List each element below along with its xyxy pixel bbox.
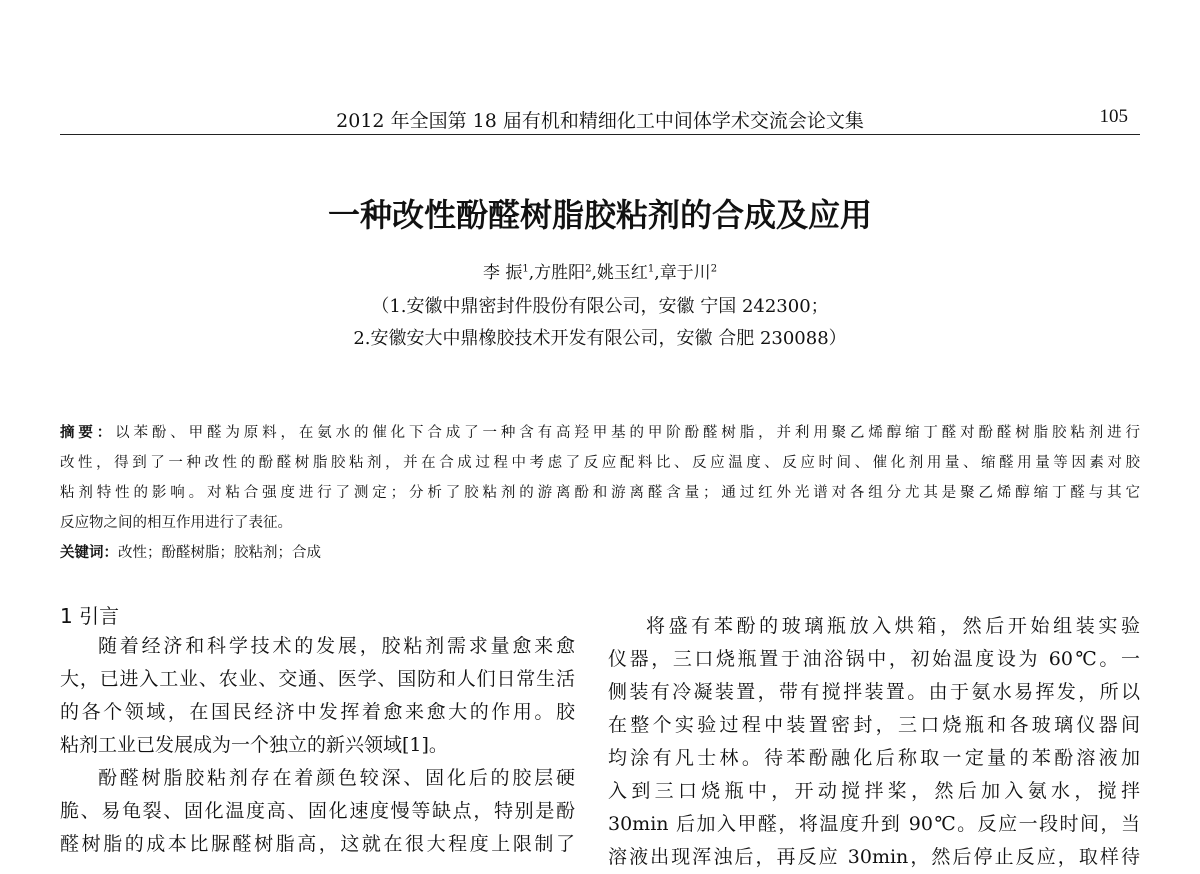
body-line: 醛树脂的成本比脲醛树脂高，这就在很大程度上限制了 xyxy=(60,833,575,855)
affiliation-2: 2.安徽安大中鼎橡胶技术开发有限公司，安徽 合肥 230088） xyxy=(353,328,847,349)
body-line: 侧装有冷凝装置，带有搅拌装置。由于氨水易挥发，所以 xyxy=(608,681,1140,703)
author: 姚玉红 xyxy=(596,263,648,283)
affiliation-mark: 2 xyxy=(710,263,718,275)
abstract-line: 改性，得到了一种改性的酚醛树脂胶粘剂，并在合成过程中考虑了反应配料比、反应温度、反应时间、催化剂用量、缩醛用量等因素对胶 xyxy=(60,455,1140,471)
affiliation-mark: 2 xyxy=(585,263,592,275)
body-line: 大，已进入工业、农业、交通、医学、国防和人们日常生活 xyxy=(60,668,575,690)
body-line: 将盛有苯酚的玻璃瓶放入烘箱，然后开始组装实验 xyxy=(646,615,1140,637)
body-line: 粘剂工业已发展成为一个独立的新兴领域[1]。 xyxy=(60,734,448,756)
left-column xyxy=(60,602,575,861)
keywords-label: 关键词： xyxy=(60,545,118,561)
page-number: 105 xyxy=(1099,106,1128,127)
keywords: 关键词：改性；酚醛树脂；胶粘剂；合成 xyxy=(60,545,321,561)
abstract-line: 反应物之间的相互作用进行了表征。 xyxy=(60,515,292,531)
paper-title: 一种改性酚醛树脂胶粘剂的合成及应用 xyxy=(327,196,872,234)
body-line: 入到三口烧瓶中，开动搅拌桨，然后加入氨水，搅拌 xyxy=(608,780,1140,802)
proceedings-title: 2012 年全国第 18 届有机和精细化工中间体学术交流会论文集 xyxy=(336,110,864,132)
author: 李 振 xyxy=(482,263,523,283)
abstract xyxy=(60,418,1140,568)
body-line: 均涂有凡士林。待苯酚融化后称取一定量的苯酚溶液加 xyxy=(608,747,1140,769)
abstract-label: 摘要： xyxy=(60,425,116,441)
right-column xyxy=(608,610,1140,874)
affiliation-mark: 1 xyxy=(522,263,529,275)
body-line: 的各个领域，在国民经济中发挥着愈来愈大的作用。胶 xyxy=(60,701,575,723)
author: 章于川 xyxy=(659,263,711,283)
abstract-line: 摘要：以苯酚、甲醛为原料，在氨水的催化下合成了一种含有高羟甲基的甲阶酚醛树脂，并利用聚乙烯醇缩丁醛对酚醛树脂胶粘剂进行 xyxy=(60,425,1141,441)
body-line: 30min 后加入甲醛，将温度升到 90℃。反应一段时间，当 xyxy=(608,813,1140,835)
body-line: 溶液出现浑浊后，再反应 30min，然后停止反应，取样待 xyxy=(608,846,1140,868)
abstract-line: 粘剂特性的影响。对粘合强度进行了测定；分析了胶粘剂的游离酚和游离醛含量；通过红外光谱对各组分尤其是聚乙烯醇缩丁醛与其它 xyxy=(60,485,1140,501)
body-line: 仪器，三口烧瓶置于油浴锅中，初始温度设为 60℃。一 xyxy=(608,648,1140,670)
section-heading: 1 引言 xyxy=(60,604,120,628)
body-line: 脆、易龟裂、固化温度高、固化速度慢等缺点，特别是酚 xyxy=(60,800,575,822)
running-header xyxy=(60,104,1140,135)
author-list: 李 振$^1$,方胜阳$^2$,姚玉红$^1$,章于川$^2$ xyxy=(482,263,718,283)
affiliation-1: （1.安徽中鼎密封件股份有限公司，安徽 宁国 242300； xyxy=(371,296,829,317)
body-line: 酚醛树脂胶粘剂存在着颜色较深、固化后的胶层硬 xyxy=(98,767,575,789)
affiliation-mark: 1 xyxy=(647,263,655,275)
body-line: 在整个实验过程中装置密封，三口烧瓶和各玻璃仪器间 xyxy=(608,714,1140,736)
author: 方胜阳 xyxy=(534,263,586,283)
body-line: 随着经济和科学技术的发展，胶粘剂需求量愈来愈 xyxy=(98,635,575,657)
